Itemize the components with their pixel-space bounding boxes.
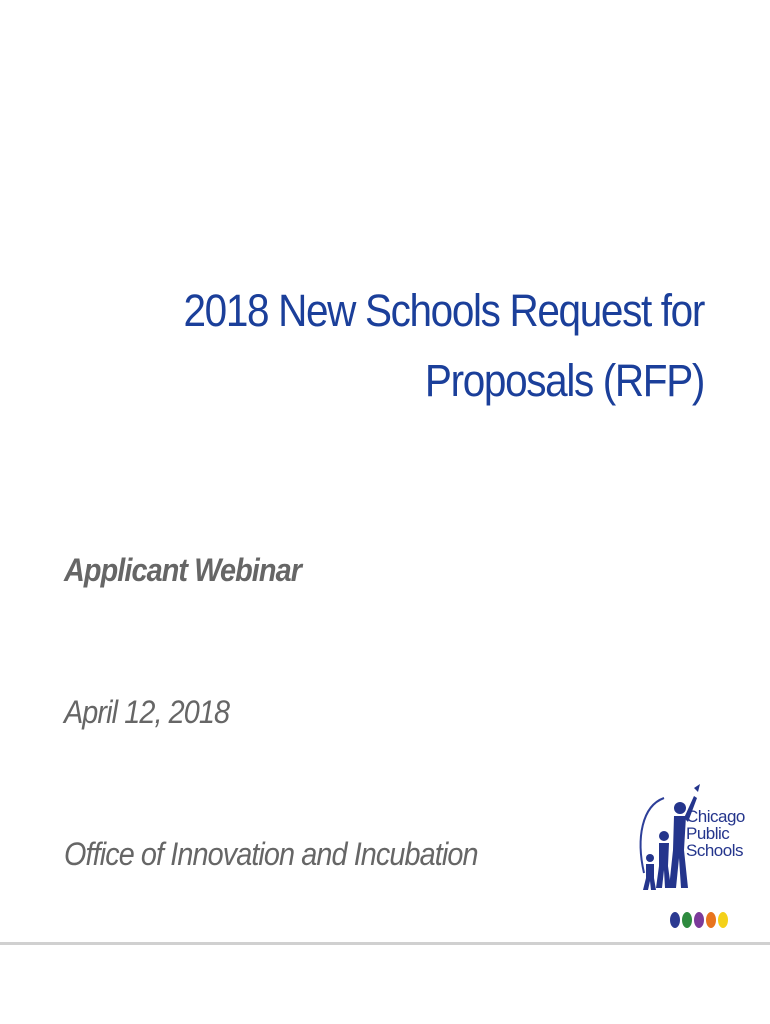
office-label: Office of Innovation and Incubation [64, 836, 478, 872]
cps-logo-dots [670, 912, 728, 928]
logo-dot-green [682, 912, 692, 928]
cps-logo-line-3: Schools [686, 841, 743, 860]
bottom-divider [0, 942, 770, 945]
logo-dot-blue [670, 912, 680, 928]
cps-logo-line-2: Public [686, 824, 730, 843]
cps-logo-line-1: Chicago [686, 807, 745, 826]
cps-logo-text [686, 808, 745, 859]
slide-title-line-2: Proposals (RFP) [424, 355, 704, 406]
webinar-label: Applicant Webinar [64, 552, 301, 588]
slide-title-line-1: 2018 New Schools Request for [183, 285, 704, 336]
logo-dot-orange [706, 912, 716, 928]
logo-dot-yellow [718, 912, 728, 928]
logo-dot-purple [694, 912, 704, 928]
cps-logo [634, 778, 760, 938]
slide-title [128, 276, 704, 416]
date-label: April 12, 2018 [64, 694, 230, 730]
